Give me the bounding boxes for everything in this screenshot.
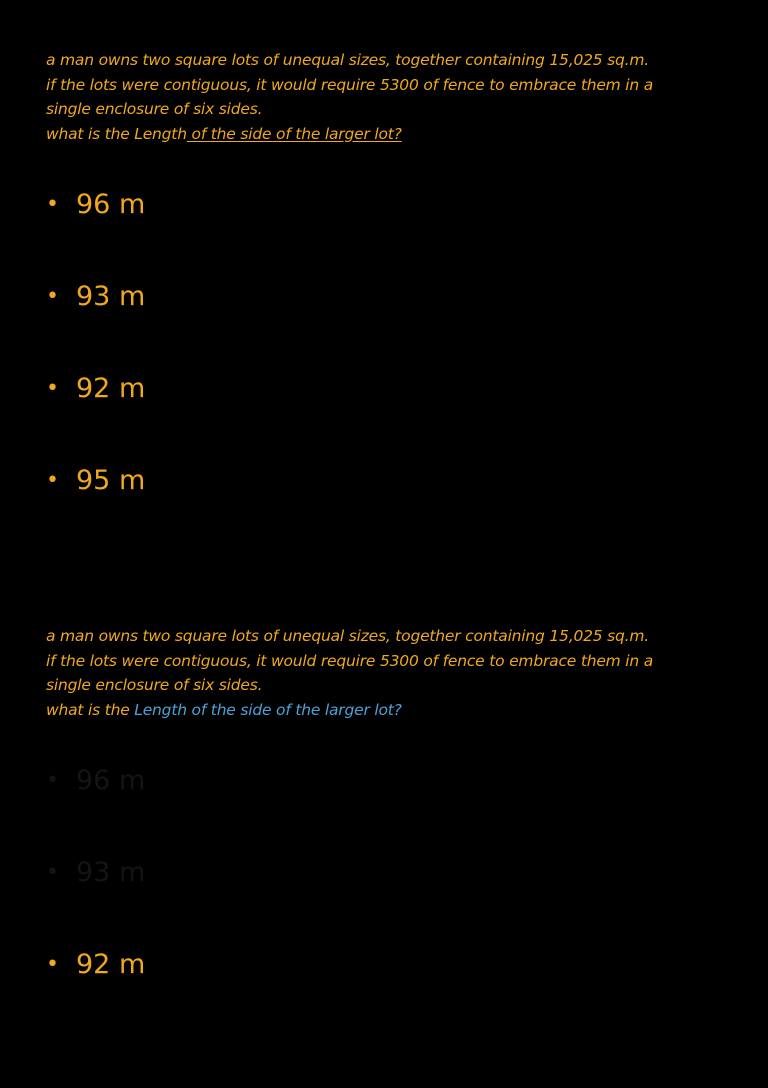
bullet-dot-icon: • [46,768,59,793]
question-line-2: if the lots were contiguous, it would require 5300 of fence to embrace them in a [46,75,654,94]
answer-option-label: 92 m [76,373,146,404]
question-line-1: a man owns two square lots of unequal sizes, together containing 15,025 sq.m. [46,51,650,69]
question-line-4-highlight: Length of the side of the larger lot? [134,700,402,719]
answer-option-label: 96 m [76,765,146,796]
slide-1 [0,0,768,512]
question-line-3: single enclosure of six sides. [46,676,263,694]
answer-option-label: 95 m [76,465,146,496]
question-line-4-underlined: of the side of the larger lot? [186,124,402,143]
answer-option-label: 92 m [76,949,146,980]
answer-option-label: 93 m [76,281,146,312]
question-line-3: single enclosure of six sides. [46,100,263,118]
question-line-1: a man owns two square lots of unequal sizes, together containing 15,025 sq.m. [46,627,650,645]
bullet-dot-icon: • [46,192,59,217]
bullet-dot-icon: • [46,468,59,493]
question-line-2: if the lots were contiguous, it would require 5300 of fence to embrace them in a [46,651,654,670]
bullet-dot-icon: • [46,952,59,977]
slide-2 [0,576,768,1088]
question-line-4-prefix: what is the Length [46,124,187,143]
question-line-4 [46,698,736,723]
answer-option-label: 96 m [76,189,146,220]
bullet-dot-icon: • [46,376,59,401]
question-line-4-prefix: what is the [46,700,135,719]
question-line-4 [46,122,736,147]
question-text [46,624,736,722]
answer-option-label: 93 m [76,857,146,888]
bullet-dot-icon: • [46,860,59,885]
bullet-dot-icon: • [46,284,59,309]
question-text [46,48,736,146]
